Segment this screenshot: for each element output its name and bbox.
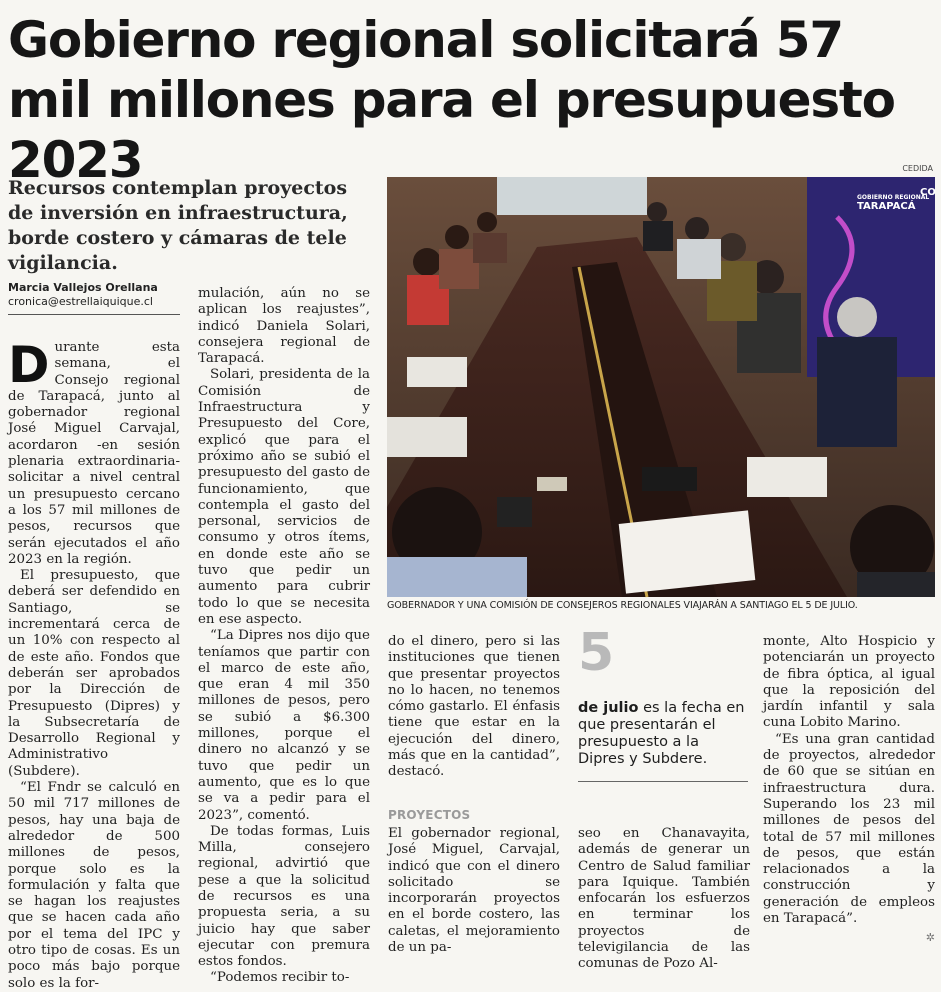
paragraph-1: Durante esta semana, el Consejo regional de Tarapacá, junto al gobernador regional José Miguel Carvajal, acordaron -en sesión plenaria extraordinaria- solicitar a nivel central un presupuesto cercano a los 57 mil millones de pesos, recursos que serán ejecutados el año 2023 en la región. (8, 336, 180, 567)
paragraph-7: De todas formas, Luis Milla, consejero regional, advirtió que pese a que la solicitud de recursos es una propuesta seria, a su juicio hay que saber ejecutar con premura estos fondos. (198, 823, 370, 970)
paragraph-11: seo en Chanavayita, además de generar un Centro de Salud familiar para Iquique. También enfocarán los esfuerzos en terminar los proyectos de televigilancia de las comunas de Pozo Al- (578, 826, 750, 972)
headline: Gobierno regional solicitará 57 mil millones para el presupuesto 2023 (8, 11, 895, 189)
pullquote-number: 5 (578, 623, 615, 683)
paragraph-9: do el dinero, pero si las instituciones que tienen que presentar proyectos no lo hacen, no tenemos cómo gastarlo. El énfasis tiene que estar en la ejecución del dinero, más que en la cantidad”, destacó. (388, 634, 560, 780)
article-column-5 (763, 634, 935, 948)
banner-text-3: CO (920, 187, 936, 198)
section-heading: PROYECTOS (388, 808, 471, 822)
drop-cap: D (8, 336, 50, 394)
paragraph-5: Solari, presidenta de la Comisión de Infraestructura y Presupuesto del Core, explicó que para el próximo año se subió el presupuesto del gasto de funcionamiento, que contempla el gasto del personal, servicios de consumo y otros ítems, en donde este año se tuvo que pedir un aumento para cubrir todo lo que se necesita en ese aspecto. (198, 367, 370, 627)
photo-credit: CEDIDA (902, 164, 933, 173)
article-column-1 (8, 336, 180, 991)
meeting-photo-illustration (387, 177, 935, 597)
banner-text-1: GOBIERNO REGIONAL (857, 194, 930, 201)
meeting-photo (387, 177, 935, 597)
pullquote-body: es la fecha en que presentarán el presupuesto a la Dipres y Subdere. (578, 700, 745, 767)
paragraph-3: “El Fndr se calculó en 50 mil 717 millones de pesos, hay una baja de alrededor de 500 millones de pesos, porque solo es la formulación y falta que se hagan los reajustes que se hacen cada año por el tema del IPC y otro tipo de cosas. Es un poco más bajo porque solo es la for- (8, 780, 180, 991)
article-column-3-top (388, 634, 560, 804)
banner-text-2: TARAPACÁ (857, 201, 916, 212)
article-column-3-bottom (388, 826, 560, 956)
photo-caption: GOBERNADOR Y UNA COMISIÓN DE CONSEJEROS REGIONALES VIAJARÁN A SANTIAGO EL 5 DE JULIO. (387, 600, 858, 611)
paragraph-12: monte, Alto Hospicio y potenciarán un proyecto de fibra óptica, al igual que la reposición del jardín infantil y sala cuna Lobito Marino. (763, 634, 935, 731)
paragraph-4: mulación, aún no se aplican los reajustes”, indicó Daniela Solari, consejera regional de Tarapacá. (198, 286, 370, 367)
paragraph-10: El gobernador regional, José Miguel, Carvajal, indicó que con el dinero solicitado se incorporarán proyectos en el borde costero, las caletas, el mejoramiento de un pa- (388, 826, 560, 956)
paragraph-8: “Podemos recibir to- (210, 970, 350, 986)
paragraph-6: “La Dipres nos dijo que teníamos que partir con el marco de este año, que eran 4 mil 350 millones de pesos, pero se subió a $6.300 millones, porque el dinero no alcanzó y se tuvo que pedir un aumento, que es lo que se va a pedir para el 2023”, comentó. (198, 628, 370, 823)
paragraph-13: “Es una gran cantidad de proyectos, alrededor de 60 que se sitúan en infraestructura dura. Superando los 23 mil millones de pesos del total de 57 mil millones de pesos, que están relacionados a la construcción y generación de empleos en Tarapacá”. (763, 731, 935, 927)
pullquote-divider (578, 781, 748, 782)
paragraph-2: El presupuesto, que deberá ser defendido en Santiago, se incrementará cerca de un 10% con respecto al de este año. Fondos que deberán ser aprobados por la Dirección de Presupuesto (Dipres) y la Subsecretaría de Desarrollo Regional y Administrativo (Subdere). (8, 568, 180, 779)
article-column-4 (578, 826, 750, 972)
author-email[interactable]: cronica@estrellaiquique.cl (8, 295, 153, 308)
byline-divider (8, 314, 180, 315)
pullquote-text (578, 700, 750, 768)
deck-subtitle: Recursos contemplan proyectos de inversión en infraestructura, borde costero y cámaras de tele vigilancia. (8, 177, 348, 274)
article-column-2 (198, 286, 370, 986)
author-name: Marcia Vallejos Orellana (8, 281, 158, 294)
pullquote-lead: de julio (578, 700, 639, 716)
gear-icon: ✲ (925, 931, 935, 944)
